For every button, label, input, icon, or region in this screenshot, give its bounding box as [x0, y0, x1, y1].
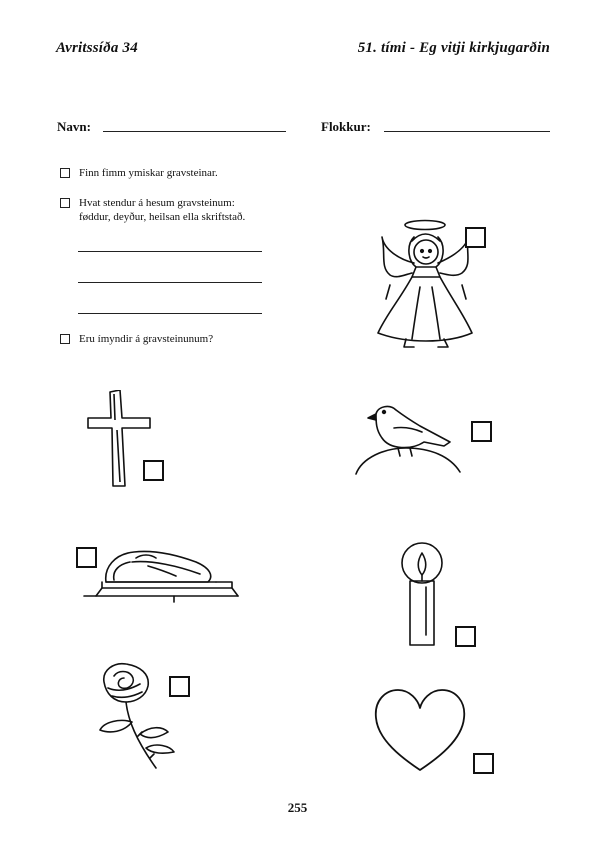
task-text: Eru ímyndir á gravsteinunum?	[79, 333, 214, 345]
rose-checkbox[interactable]	[169, 676, 190, 697]
task-checkbox[interactable]	[60, 334, 70, 344]
angel-checkbox[interactable]	[465, 227, 486, 248]
class-field[interactable]	[384, 131, 550, 132]
task-text: Finn fimm ymiskar gravsteinar.	[79, 167, 218, 179]
page-number: 255	[287, 800, 308, 815]
lesson-title: 51. tími - Eg vitji kirkjugarðin	[357, 40, 550, 56]
praying-hands-picture	[82, 540, 240, 610]
task-text	[79, 196, 245, 224]
task-checkbox[interactable]	[60, 198, 70, 208]
candle-picture	[396, 535, 446, 649]
task-text-line: Hvat stendur á hesum gravsteinum:	[79, 197, 235, 209]
heart-picture	[372, 688, 468, 774]
candle-checkbox[interactable]	[455, 626, 476, 647]
name-field[interactable]	[103, 131, 286, 132]
bird-picture	[350, 402, 462, 480]
heart-checkbox[interactable]	[473, 753, 494, 774]
answer-line[interactable]	[78, 282, 262, 283]
angel-picture	[368, 215, 480, 355]
worksheet-title: Avritssíða 34	[56, 40, 138, 56]
answer-line[interactable]	[78, 251, 262, 252]
task-checkbox[interactable]	[60, 168, 70, 178]
answer-line[interactable]	[78, 313, 262, 314]
praying-hands-checkbox[interactable]	[76, 547, 97, 568]
class-label: Flokkur:	[321, 119, 371, 134]
bird-checkbox[interactable]	[471, 421, 492, 442]
task-text-line: føddur, deyður, heilsan ella skriftstað.	[79, 211, 246, 223]
cross-checkbox[interactable]	[143, 460, 164, 481]
name-label: Navn:	[57, 119, 91, 134]
